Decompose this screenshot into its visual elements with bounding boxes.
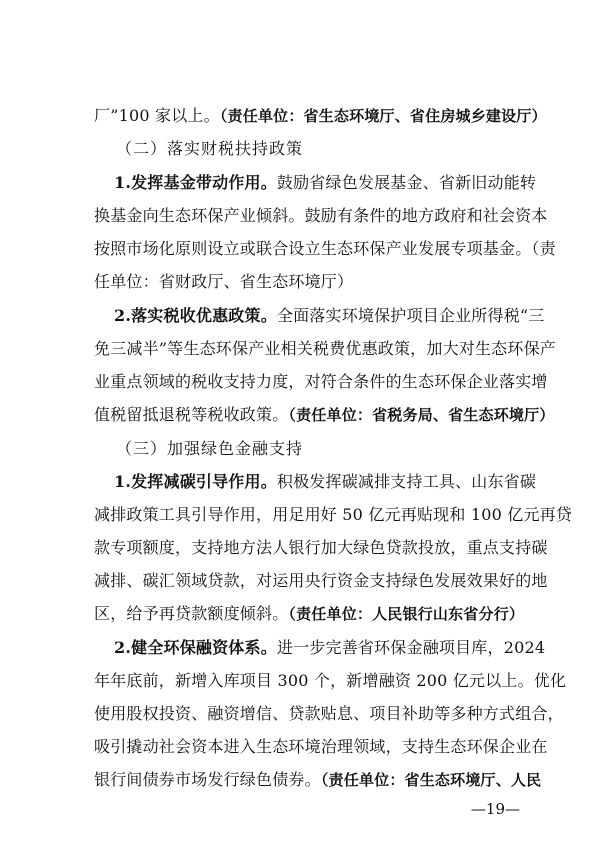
paragraph-fund-line-3: 按照市场化原则设立或联合设立生态环保产业发展专项基金。（责 [94,239,556,258]
carryover-text: 厂”100 家以上。 [94,106,220,125]
paragraph-finance-line-4: 吸引撬动社会资本进入生态环境治理领域，支持生态环保企业在 [94,737,548,756]
responsibility-unit: （责任单位：省生态环境厅、人民 [320,771,542,789]
responsibility-unit: （责任单位：省税务局、省生态环境厅） [288,406,555,424]
paragraph-tax-line-1: 2.落实税收优惠政策。全面落实环境保护项目企业所得税“三 [114,306,545,325]
responsibility-unit: （责任单位：人民银行山东省分行） [288,605,525,623]
section-heading-2: （二）落实财税扶持政策 [116,139,304,158]
paragraph-carbon-line-2: 减排政策工具引导作用，用足用好 50 亿元再贴现和 100 亿元再贷 [94,505,573,524]
paragraph-carbon-line-5: 区，给予再贷款额度倾斜。（责任单位：人民银行山东省分行） [94,604,525,623]
paragraph-finance-line-2: 年年底前，新增入库项目 300 个，新增融资 200 亿元以上。优化 [94,671,567,690]
paragraph-fund-line-4: 任单位：省财政厅、省生态环境厅） [94,272,354,291]
carryover-line [94,106,547,126]
paragraph-finance-line-1: 2.健全环保融资体系。进一步完善省环保金融项目库，2024 [114,638,546,657]
item-title: 2.健全环保融资体系。 [114,638,277,657]
paragraph-finance-line-5: 银行间债券市场发行绿色债券。（责任单位：省生态环境厅、人民 [94,770,542,789]
responsibility-unit: （责任单位：省生态环境厅、省住房城乡建设厅） [219,107,547,125]
paragraph-fund-line-2: 换基金向生态环保产业倾斜。鼓励有条件的地方政府和社会资本 [94,206,548,225]
item-title: 2.落实税收优惠政策。 [114,306,277,325]
item-title: 1.发挥基金带动作用。 [114,173,277,192]
page-number: —19— [470,800,520,818]
item-title: 1.发挥减碳引导作用。 [114,472,277,491]
paragraph-tax-line-2: 免三减半”等生态环保产业相关税费优惠政策，加大对生态环保产 [94,339,556,358]
paragraph-carbon-line-1: 1.发挥减碳引导作用。积极发挥碳减排支持工具、山东省碳 [114,472,537,491]
paragraph-tax-line-4: 值税留抵退税等税收政策。（责任单位：省税务局、省生态环境厅） [94,405,555,424]
section-heading-3: （三）加强绿色金融支持 [116,439,304,458]
paragraph-carbon-line-4: 减排、碳汇领域贷款，对运用央行资金支持绿色发展效果好的地 [94,571,548,590]
paragraph-tax-line-3: 业重点领域的税收支持力度，对符合条件的生态环保企业落实增 [94,372,548,391]
paragraph-finance-line-3: 使用股权投资、融资增信、贷款贴息、项目补助等多种方式组合， [94,704,564,723]
paragraph-fund-line-1: 1.发挥基金带动作用。鼓励省绿色发展基金、省新旧动能转 [114,173,537,192]
paragraph-carbon-line-3: 款专项额度，支持地方法人银行加大绿色贷款投放，重点支持碳 [94,538,548,557]
